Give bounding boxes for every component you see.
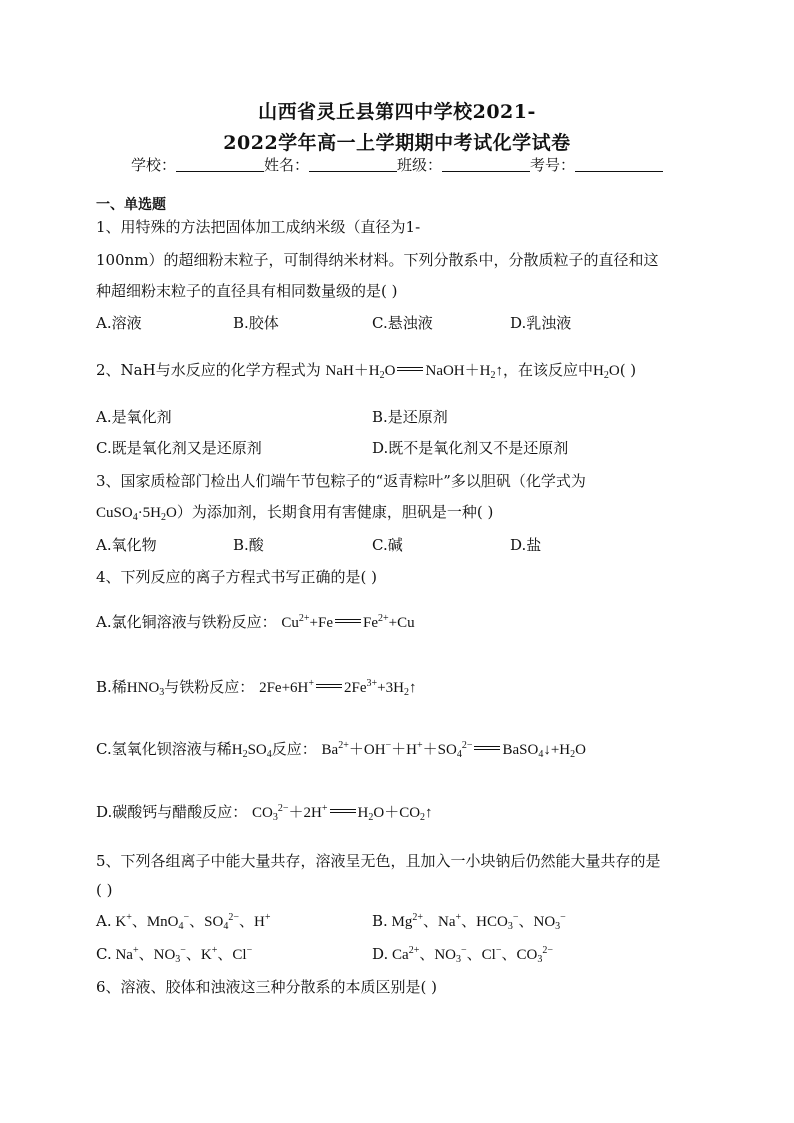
name-label: 姓名： [263,156,309,174]
q3-option-c: C.碱 [372,536,403,554]
q5-option-b: B. $Mg^{2+}$、Na+、$HCO_3^-$、$NO_3^-$ [372,912,566,932]
q2-option-d: D.既不是氧化剂又不是还原剂 [372,439,569,457]
q2-mid: ，在该反应中 [502,361,593,379]
q5-option-d: D. $Ca^{2+}$、$NO_3^-$、Cl−、$CO_3^{2-}$ [372,945,553,965]
q4-b-equation: 2Fe+6H+ $2Fe^{3+}+3H_2↑$ [259,678,417,698]
q1-option-b: B.胶体 [233,314,279,332]
q3-option-a: A.氧化物 [96,536,157,554]
q5-option-c: C. Na+、$NO_3^-$、K+、Cl− [96,945,253,965]
class-blank [442,157,530,172]
q4-c-equation: $Ba^{2+}+OH^-+H^++SO_4^{2-}$ $BaSO_4↓+H_2O$ [321,740,586,760]
q5-line-2: ( ) [96,881,113,899]
q4-option-d: D.碳酸钙与醋酸反应： $CO_3^{2-}+2H^+$ $H_2O+CO_2↑$ [96,803,433,823]
section-heading: 一、单选题 [96,197,166,213]
school-label: 学校： [130,156,176,174]
q6-stem: 6、溶液、胶体和浊液这三种分散系的本质区别是( ) [96,978,438,996]
q4-option-c: C.氢氧化钡溶液与稀$H_2SO_4$反应： $Ba^{2+}+OH^-+H^++SO_4^{2-}$ $BaSO_4↓+H_2O$ [96,740,586,760]
q4-stem: 4、下列反应的离子方程式书写正确的是( ) [96,568,378,586]
q1-line-1: 1、用特殊的方法把固体加工成纳米级（直径为1- [96,218,421,236]
q3-line-1: 3、国家质检部门检出人们端午节包粽子的“返青粽叶”多以胆矾（化学式为 [96,472,586,490]
q2-option-c: C.既是氧化剂又是还原剂 [96,439,262,457]
student-info-line [0,154,794,175]
q2-prefix: 2、NaH与水反应的化学方程式为 [96,361,321,379]
title-line-2: 2022学年高一上学期期中考试化学试卷 [223,132,571,154]
q2-option-a: A.是氧化剂 [96,408,172,426]
q2-option-b: B.是还原剂 [372,408,448,426]
q3-line-2: $CuSO_4\cdot 5H_2O$）为添加剂，长期食用有害健康，胆矾是一种( ) [96,503,494,523]
q5-line-1: 5、下列各组离子中能大量共存，溶液呈无色，且加入一小块钠后仍然能大量共存的是 [96,852,661,870]
q4-option-a: A.氯化铜溶液与铁粉反应： $Cu^{2+}+Fe$ $Fe^{2+}+Cu$ [96,613,415,631]
q3-formula: $CuSO_4\cdot 5H_2O$ [96,505,177,523]
q1-line-2: 100nm）的超细粉末粒子，可制得纳米材料。下列分散系中，分散质粒子的直径和这 [96,251,659,269]
q5-option-a: A. K+、MnO$_4$−、$SO_4^{2-}$、H+ [96,912,271,932]
school-blank [176,157,264,172]
q1-option-d: D.乳浊液 [510,314,572,332]
q4-option-b: B.稀$HNO_3$与铁粉反应： 2Fe+6H+ $2Fe^{3+}+3H_2↑$ [96,678,417,698]
name-blank [309,157,397,172]
q2-stem [96,359,636,380]
class-label: 班级： [397,156,443,174]
q2-h2o: $H_2O$ [593,363,620,381]
q2-equation: $NaH+H_2O$ $NaOH+H_2↑$ [325,363,503,381]
q2-suffix: ( ) [619,361,637,379]
q4-a-equation: $Cu^{2+}+Fe$ $Fe^{2+}+Cu$ [281,613,415,631]
q1-option-c: C.悬浊液 [372,314,433,332]
exam-no-label: 考号： [530,156,576,174]
q1-line-3: 种超细粉末粒子的直径具有相同数量级的是( ) [96,282,398,300]
q3-option-d: D.盐 [510,536,542,554]
q3-option-b: B.酸 [233,536,264,554]
exam-no-blank [575,157,663,172]
q1-option-a: A.溶液 [96,314,142,332]
q4-d-equation: $CO_3^{2-}+2H^+$ $H_2O+CO_2↑$ [252,803,433,823]
title-line-1: 山西省灵丘县第四中学校2021- [258,101,536,123]
